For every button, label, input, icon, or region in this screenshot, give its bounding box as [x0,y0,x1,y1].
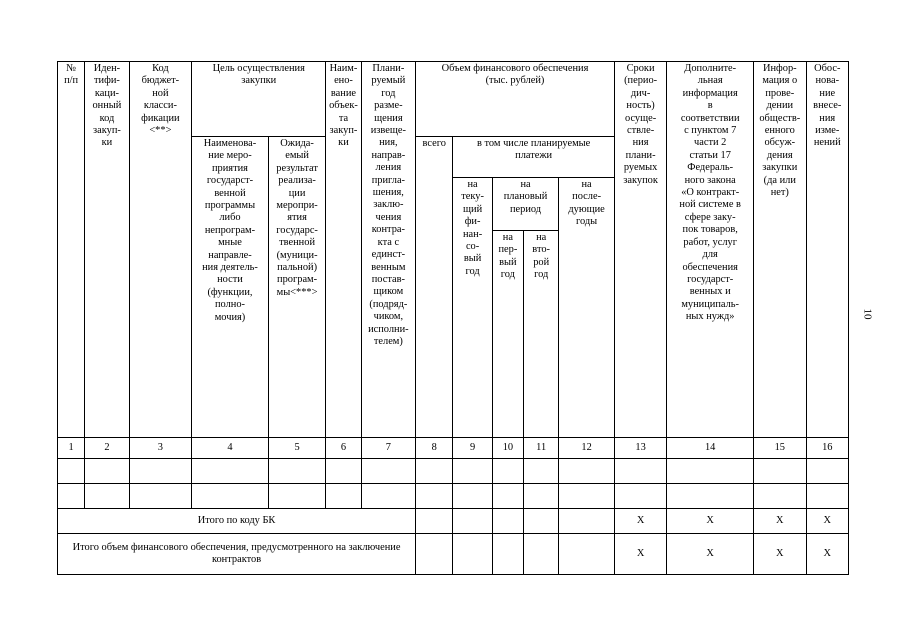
header-text-line: изме- [815,125,840,137]
header-text-line: пальной) [277,262,318,274]
column-number: 12 [559,438,615,459]
empty-cell [754,484,806,509]
header-text-line: Наименова- [203,138,257,149]
header-text-line: ного закона [684,174,736,186]
column-number: 9 [453,438,492,459]
header-text-line: емый [285,150,309,162]
empty-cell [453,509,492,534]
header-current-year [453,178,492,438]
empty-cell [361,459,415,484]
column-number: 4 [192,438,269,459]
header-text-line: вый [499,256,517,268]
empty-cell [806,484,848,509]
empty-cell [58,484,85,509]
empty-cell [192,484,269,509]
header-text-line: либо [219,212,241,224]
x-mark: X [667,534,754,575]
empty-cell [85,459,129,484]
header-text-line: с пунктом 7 [684,125,737,137]
total-by-code-row [58,509,849,534]
header-text-line: внесе- [813,100,842,112]
header-text-line: Код [152,63,169,74]
header-text-line: ния деятель- [202,262,258,274]
header-text-line: ние меро- [208,150,252,162]
header-text-line: ности [217,274,243,286]
header-later-years [559,178,615,438]
header-row-1 [58,62,849,137]
header-text-line: п/п [64,75,79,87]
header-text-line: щения [374,112,403,124]
x-mark: X [806,534,848,575]
header-plan-period [492,178,559,231]
empty-cell [667,459,754,484]
empty-cell [524,484,559,509]
header-text-line: единст- [371,249,406,261]
header-text-line: Федераль- [687,162,734,174]
empty-cell [129,484,192,509]
header-text-line: ки [101,137,113,149]
header-text-line: щий [463,203,483,215]
empty-cell [559,509,615,534]
header-text-line: венных и [689,286,731,298]
header-text-line: направле- [208,249,252,261]
header-text-line: направ- [371,149,406,161]
header-text-line: фи- [464,216,481,228]
header-text-line: дич- [630,87,651,99]
header-first-year [492,231,523,438]
empty-cell [453,484,492,509]
header-budget-code [129,62,192,438]
column-number: 11 [524,438,559,459]
header-text-line: всего [422,138,446,149]
header-text-line: (муници- [276,249,318,261]
header-text-line: ность) [626,100,655,112]
header-text-line: сфере заку- [684,211,736,223]
empty-cell [453,459,492,484]
header-text-line: в [707,100,713,112]
column-number: 1 [58,438,85,459]
header-text-line: програм- [277,274,318,286]
header-text-line: Плани- [372,63,405,74]
header-second-year [524,231,559,438]
header-text-line: нет) [770,187,789,199]
header-procurement-goal [192,62,326,137]
header-text-line: извеще- [370,125,406,137]
header-planned-payments [453,137,614,178]
column-number: 6 [326,438,361,459]
header-text-line: муниципаль- [681,298,740,310]
header-text-line: венной [214,187,246,199]
header-planned-year [361,62,415,438]
column-number: 7 [361,438,415,459]
header-text-line: <**> [149,125,172,137]
header-text-line: Дополните- [684,63,737,74]
header-finance-volume [416,62,615,137]
header-event-name [192,137,269,438]
header-text-line: ных нужд» [685,311,735,323]
header-text-line: на [520,179,531,190]
header-text-line: государст- [206,175,254,187]
empty-cell [754,459,806,484]
header-text-line: онный [92,100,122,112]
header-text-line: обществ- [759,112,801,124]
header-text-line: мочия) [214,311,246,323]
header-text-line: обсуж- [764,137,796,149]
header-text-line: государс- [276,224,318,236]
header-row-number [58,62,85,438]
header-text-line: чиком, [373,311,404,323]
header-text-line: Инфор- [762,63,797,74]
header-expected-result [268,137,326,438]
column-number-row [58,438,849,459]
total-finance-row [58,534,849,575]
header-text-line: программы [204,200,256,212]
header-text-line: пер- [498,244,518,256]
empty-cell [416,459,453,484]
header-text-line: (подряд- [369,298,408,310]
x-mark: X [667,509,754,534]
header-text-line: класси- [143,100,177,112]
header-text-line: теку- [461,191,484,203]
procurement-plan-table [57,61,849,575]
header-text-line: вый [463,253,482,265]
empty-cell [416,509,453,534]
header-text-line: в том числе планируемые [477,138,591,149]
header-text-line: статьи 17 [689,149,731,161]
empty-cell [559,534,615,575]
header-text-line: осуще- [624,112,657,124]
header-text-line: контра- [371,224,405,236]
header-text-line: ния [632,137,649,149]
header-text-line: ления [375,162,402,174]
header-text-line: дения [766,149,793,161]
header-text-line: закупки [762,162,798,174]
header-text-line: ено- [334,75,353,87]
column-number: 3 [129,438,192,459]
empty-cell [524,459,559,484]
header-text-line: енного [764,125,795,137]
header-text-line: льная [697,75,723,87]
header-text-line: непрограм- [204,224,256,236]
header-text-line: рой [533,256,550,268]
header-text-line: плановый [503,191,548,203]
header-text-line: щиком [373,286,404,298]
header-text-line: дующие [568,203,605,215]
empty-cell [326,484,361,509]
empty-cell [129,459,192,484]
header-text-line: шения, [372,187,404,199]
column-number: 8 [416,438,453,459]
header-text-line: (перио- [624,75,658,87]
header-text-line: Наим- [329,63,358,74]
header-text-line: на [536,232,547,243]
empty-cell [453,534,492,575]
header-text-line: тифи- [93,75,120,87]
header-text-line: каци- [94,87,119,99]
header-text-line: вание [330,87,357,99]
header-text-line: нений [813,137,841,149]
header-text-line: год [381,87,396,99]
header-text-line: руемых [623,162,658,174]
header-object-name [326,62,361,438]
header-text-line: ции [288,187,306,199]
header-text-line: год [465,265,480,277]
header-text-line: (да или [763,174,796,186]
header-text-line: разме- [374,100,403,112]
header-text-line: реализа- [278,175,316,187]
header-text-line: пригла- [371,174,406,186]
empty-cell [492,534,523,575]
empty-cell [58,459,85,484]
empty-cell [559,459,615,484]
header-text-line: на [502,232,513,243]
header-text-line: код [99,112,115,124]
header-text-line: мация о [762,75,798,87]
header-text-line: нова- [815,75,840,87]
header-text-line: № [66,63,77,74]
empty-cell [492,509,523,534]
header-text-line: фикации [141,112,180,124]
empty-cell [492,484,523,509]
header-text-line: Иден- [93,63,121,74]
header-text-line: на [467,179,478,190]
header-text-line: работ, услуг [683,236,737,248]
header-text-line: кта с [377,236,400,248]
empty-cell [416,534,453,575]
empty-cell [85,484,129,509]
column-number: 5 [268,438,326,459]
empty-cell [268,484,326,509]
header-text-line: платежи [515,150,553,162]
header-text-line: ятия [287,212,307,224]
empty-cell [524,534,559,575]
column-number: 10 [492,438,523,459]
header-text-line: объек- [329,100,358,112]
header-text-line: ки [338,137,349,149]
x-mark: X [614,509,666,534]
total-finance-label: Итого объем финансового обеспечения, предусмотренного на заключение контрактов [58,534,416,575]
empty-cell [667,484,754,509]
header-text-line: после- [572,191,602,203]
column-number: 15 [754,438,806,459]
header-change-justification [806,62,848,438]
header-text-line: бюджет- [141,75,180,87]
header-text-line: «О контракт- [681,187,740,199]
header-text-line: период [509,203,542,215]
header-text-line: соответствии [680,112,740,124]
empty-data-row [58,484,849,509]
empty-cell [524,509,559,534]
header-text-line: Обос- [814,63,841,74]
column-number: 2 [85,438,129,459]
header-text-line: Ожида- [280,138,314,149]
x-mark: X [754,534,806,575]
header-text-line: пок товаров, [682,224,738,236]
header-procurement-id [85,62,129,438]
header-text-line: плани- [625,149,656,161]
header-text-line: со- [465,241,480,253]
empty-cell [492,459,523,484]
header-text-line: закупки [241,75,277,87]
header-text-line: Объем финансового обеспечения [441,63,589,74]
header-text-line: Цель осуществления [212,63,305,74]
column-number: 14 [667,438,754,459]
header-text-line: нан- [462,228,483,240]
x-mark: X [614,534,666,575]
header-text-line: для [702,249,718,261]
header-text-line: закуп- [329,125,358,137]
header-text-line: ствле- [626,125,655,137]
header-timing [614,62,666,438]
header-text-line: Сроки [626,63,655,74]
header-text-line: (функции, [207,286,253,298]
header-text-line: год [500,269,515,281]
header-text-line: постав- [371,273,405,285]
empty-cell [268,459,326,484]
page-number: 10 [861,308,874,320]
header-text-line: ния, [379,137,398,149]
empty-cell [559,484,615,509]
header-text-line: исполни- [368,323,409,335]
header-text-line: закуп- [93,125,121,137]
header-text-line: ной системе в [679,199,741,211]
header-text-line: год [534,269,549,281]
header-text-line: мы<***> [276,286,318,298]
header-text-line: твенной [279,237,316,249]
empty-cell [361,484,415,509]
header-text-line: обеспечения [682,261,738,273]
header-text-line: ной [152,87,169,99]
header-text-line: приятия [211,162,248,174]
empty-cell [192,459,269,484]
header-public-discussion [754,62,806,438]
header-text-line: венным [371,261,406,273]
header-total [416,137,453,438]
empty-cell [326,459,361,484]
header-text-line: ния [819,112,836,124]
column-number: 13 [614,438,666,459]
header-text-line: прове- [765,87,795,99]
header-text-line: государст- [687,273,734,285]
header-text-line: та [338,112,349,124]
empty-cell [614,484,666,509]
x-mark: X [806,509,848,534]
header-text-line: заклю- [373,199,404,211]
total-by-code-label: Итого по коду БК [58,509,416,534]
header-text-line: на [581,179,592,190]
header-text-line: (тыс. рублей) [485,75,545,87]
header-text-line: мные [218,237,242,249]
header-text-line: части 2 [694,137,727,149]
header-text-line: полно- [214,299,245,311]
column-number: 16 [806,438,848,459]
header-text-line: информация [682,87,738,99]
header-text-line: чения [375,211,402,223]
header-text-line: результат [276,162,318,174]
x-mark: X [754,509,806,534]
header-text-line: телем) [373,335,403,347]
header-text-line: ние [819,87,836,99]
header-text-line: вто- [532,244,551,256]
header-text-line: дении [766,100,794,112]
empty-data-row [58,459,849,484]
empty-cell [806,459,848,484]
empty-cell [614,459,666,484]
empty-cell [416,484,453,509]
header-text-line: закупок [623,174,658,186]
header-additional-info [667,62,754,438]
header-text-line: руемый [371,75,406,87]
header-text-line: годы [576,216,598,228]
header-text-line: меропри- [276,200,318,212]
